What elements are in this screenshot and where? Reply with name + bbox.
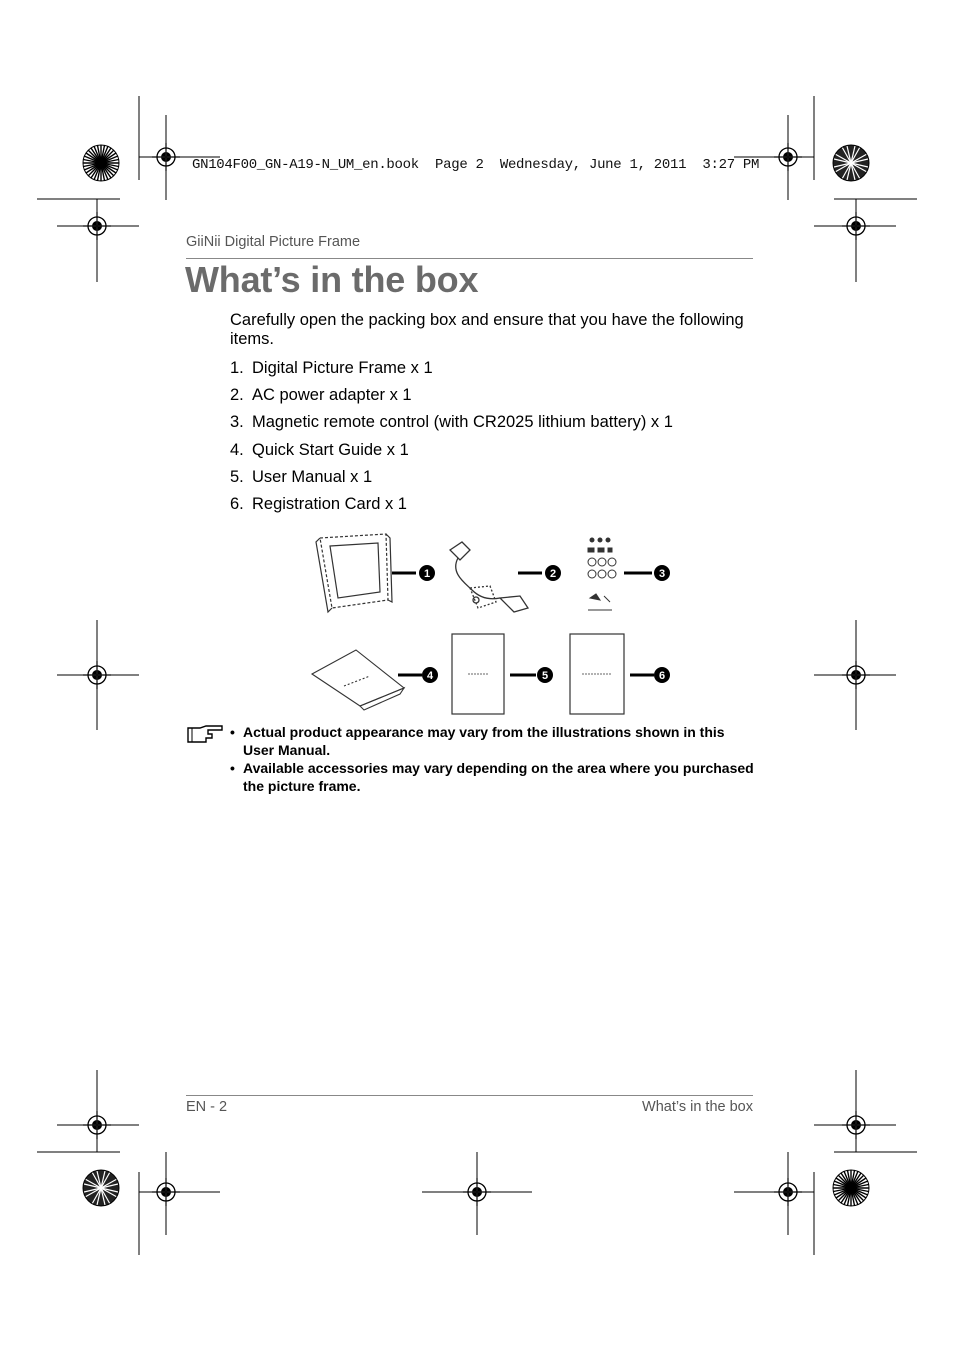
callout-number: 4 xyxy=(426,670,434,682)
item-number: 1. xyxy=(230,359,244,377)
intro-paragraph: Carefully open the packing box and ensure that you have the following items. xyxy=(230,311,744,348)
registration-card-illustration xyxy=(570,634,624,714)
items-list xyxy=(230,358,673,521)
list-item xyxy=(230,412,673,439)
quick-start-guide-illustration xyxy=(312,650,404,710)
item-text: Magnetic remote control (with CR2025 lithium battery) x 1 xyxy=(252,413,673,432)
callout-number: 5 xyxy=(541,670,549,682)
note-item: • Available accessories may vary depending on the area where you purchased the picture frame. xyxy=(230,760,754,794)
slug-time: 3:27 PM xyxy=(702,157,760,173)
user-manual-illustration xyxy=(452,634,504,714)
note-item: • Actual product appearance may vary from the illustrations shown in this User Manual. xyxy=(230,724,725,758)
picture-frame-illustration xyxy=(316,534,392,612)
item-number: 4. xyxy=(230,440,244,459)
callout-number: 2 xyxy=(549,568,557,580)
item-text: Quick Start Guide x 1 xyxy=(252,440,409,459)
callout-number: 3 xyxy=(658,568,666,580)
slug-page: Page 2 xyxy=(435,157,484,173)
ac-adapter-illustration xyxy=(450,542,528,612)
list-item xyxy=(230,494,673,521)
callout-number: 1 xyxy=(423,568,431,580)
slug-filename: GN104F00_GN-A19-N_UM_en.book xyxy=(192,157,419,173)
item-number: 6. xyxy=(230,494,244,513)
note-text: Available accessories may vary depending on the area where you purchased the picture frame. xyxy=(243,760,754,794)
page-title: What’s in the box xyxy=(185,259,479,300)
running-head: GiiNii Digital Picture Frame xyxy=(186,234,361,250)
item-number: 5. xyxy=(230,467,244,486)
list-item xyxy=(230,385,673,412)
footer-section-title: What’s in the box xyxy=(642,1099,753,1115)
print-slug-line xyxy=(192,157,759,173)
notes-list xyxy=(230,723,755,795)
item-text: Registration Card x 1 xyxy=(252,494,407,513)
remote-control-illustration xyxy=(588,538,616,610)
box-contents-illustration xyxy=(300,528,680,720)
item-number: 3. xyxy=(230,413,244,432)
list-item xyxy=(230,467,673,494)
item-text: Digital Picture Frame x 1 xyxy=(252,359,433,377)
callout-number: 6 xyxy=(658,670,666,682)
item-text: User Manual x 1 xyxy=(252,467,373,486)
item-text: AC power adapter x 1 xyxy=(252,386,412,405)
slug-date: Wednesday, June 1, 2011 xyxy=(499,157,687,173)
pointing-hand-icon xyxy=(186,722,224,746)
item-number: 2. xyxy=(230,386,244,405)
note-text: Actual product appearance may vary from the illustrations shown in this User Manual. xyxy=(243,724,725,758)
footer-page-number: EN - 2 xyxy=(186,1099,228,1115)
list-item xyxy=(230,358,673,385)
list-item xyxy=(230,440,673,467)
footer-rule xyxy=(186,1095,753,1096)
